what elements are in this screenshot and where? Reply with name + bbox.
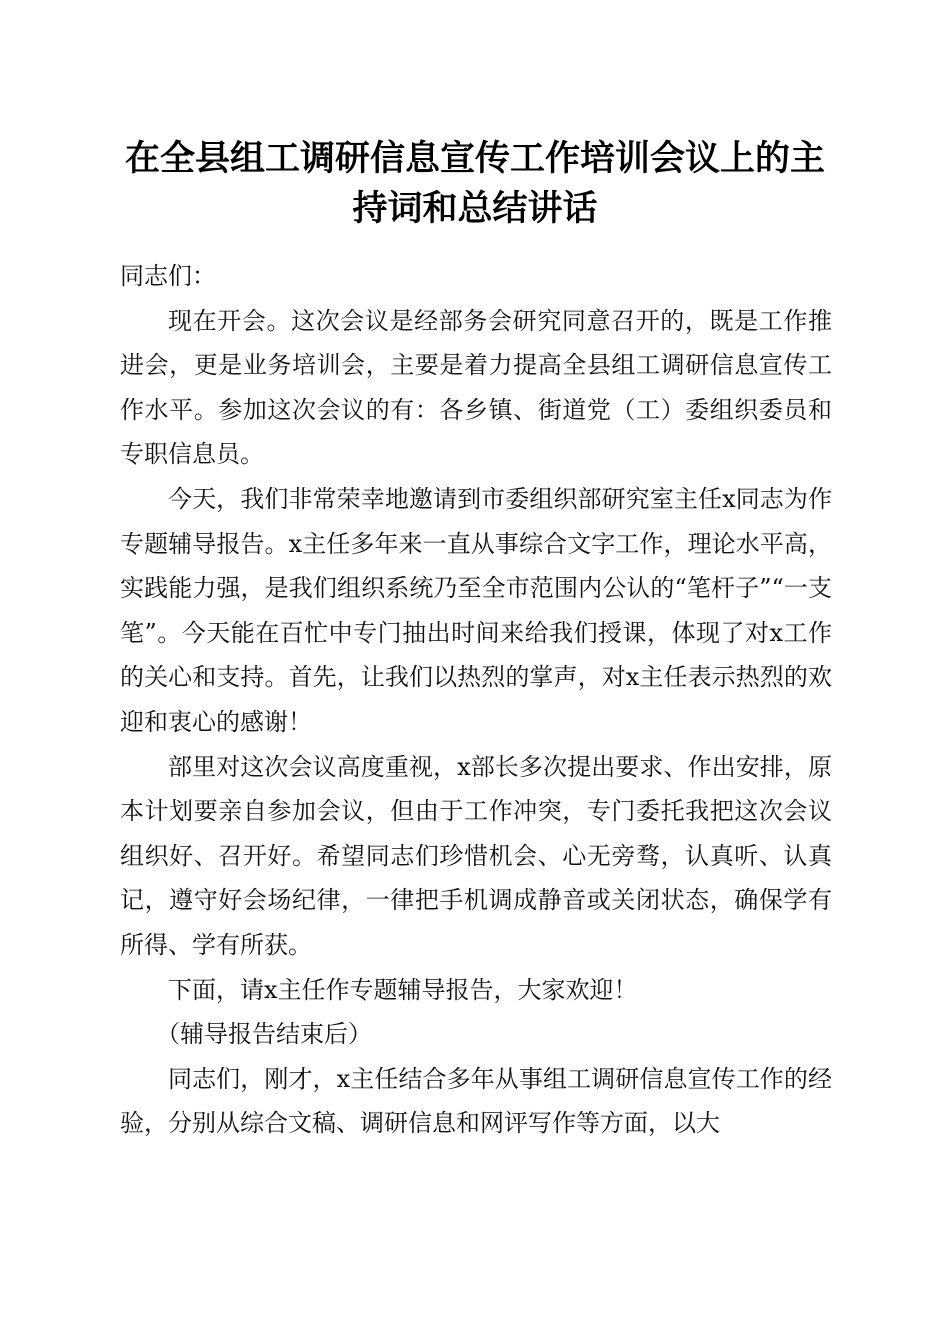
paragraph-requirements: 部里对这次会议高度重视，x部长多次提出要求、作出安排，原本计划要亲自参加会议，但由于工作冲突，专门委托我把这次会议组织好、召开好。希望同志们珍惜机会、心无旁骛，认真听、认真记，遵守好会场纪律，一律把手机调成静音或关闭状态，确保学有所得、学有所获。 [120,752,832,959]
paragraph-closing: 同志们，刚才，x主任结合多年从事组工调研信息宣传工作的经验，分别从综合文稿、调研信息和网评写作等方面，以大 [120,1064,832,1138]
document-body [120,254,832,1146]
stage-note: （辅导报告结束后） [156,1020,372,1049]
paragraph-opening: 现在开会。这次会议是经部务会研究同意召开的，既是工作推进会，更是业务培训会，主要是着力提高全县组工调研信息宣传工作水平。参加这次会议的有：各乡镇、街道党（工）委组织委员和专职信息员。 [120,306,832,469]
paragraph-introduction: 今天，我们非常荣幸地邀请到市委组织部研究室主任x同志为作专题辅导报告。x主任多年来一直从事综合文字工作，理论水平高，实践能力强，是我们组织系统乃至全市范围内公认的“笔杆子”“一支笔”。今天能在百忙中专门抽出时间来给我们授课，体现了对x工作的关心和支持。首先，让我们以热烈的掌声，对x主任表示热烈的欢迎和衷心的感谢！ [120,484,832,736]
title-line-1: 在全县组工调研信息宣传工作培训会议上的主 [124,138,825,179]
paragraph-invitation: 下面，请x主任作专题辅导报告，大家欢迎！ [168,975,638,1004]
title-line-2: 持词和总结讲话 [352,188,598,229]
salutation: 同志们： [120,262,216,290]
document-title [100,134,850,234]
